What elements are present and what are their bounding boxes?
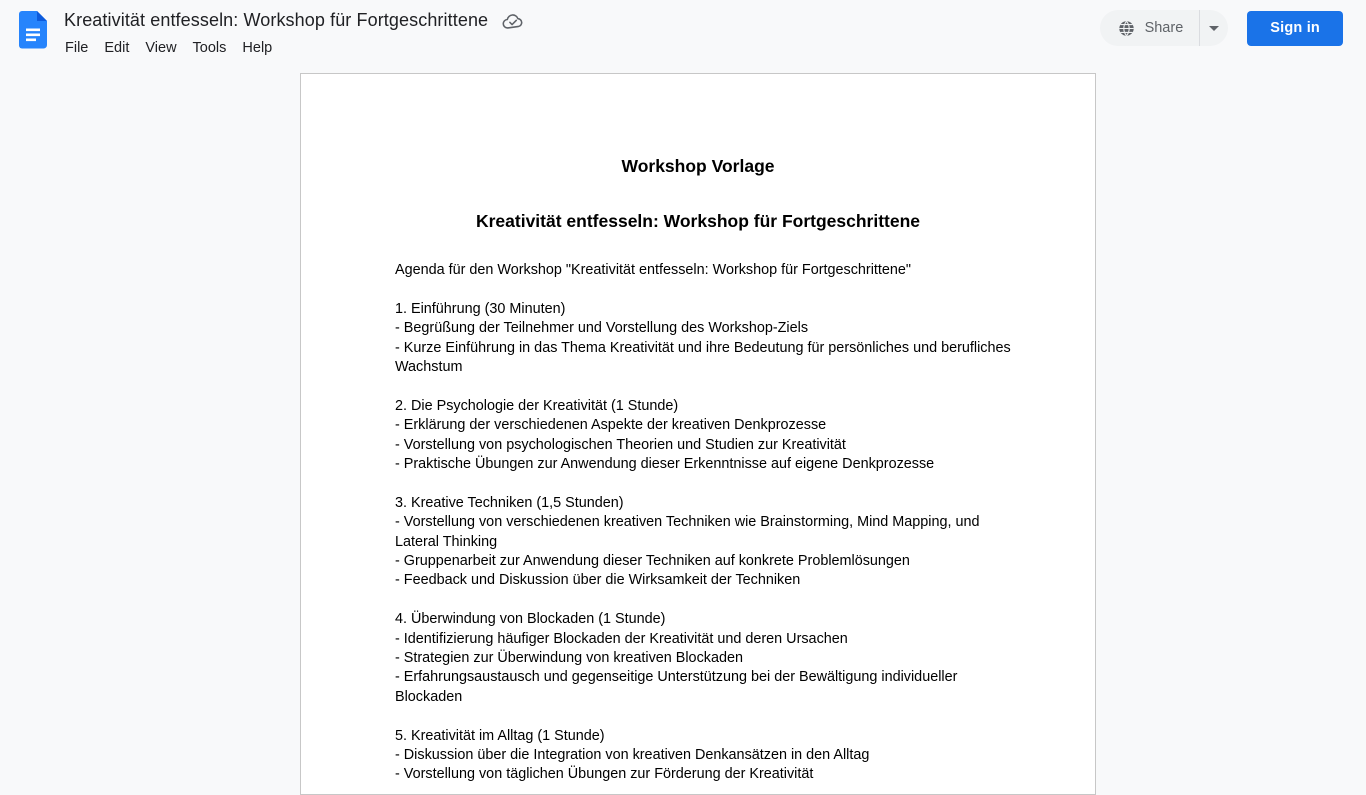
chevron-down-icon — [1209, 26, 1219, 31]
google-docs-icon[interactable] — [19, 11, 47, 49]
globe-icon — [1118, 20, 1135, 37]
doc-line: - Diskussion über die Integration von kreativen Denkansätzen in den Alltag — [395, 747, 870, 764]
header-actions — [1100, 10, 1343, 46]
share-button-group — [1100, 10, 1229, 46]
menu-item[interactable]: File — [57, 36, 96, 60]
doc-section — [395, 610, 1011, 707]
menu-item[interactable]: Edit — [96, 36, 137, 60]
app-header — [0, 0, 1366, 62]
doc-line: - Identifizierung häufiger Blockaden der Kreativität und deren Ursachen — [395, 630, 848, 647]
doc-section-title: 1. Einführung (30 Minuten) — [395, 300, 566, 317]
doc-line: - Vorstellung von psychologischen Theorien und Studien zur Kreativität — [395, 436, 846, 453]
title-row — [64, 10, 524, 31]
doc-section-title: 3. Kreative Techniken (1,5 Stunden) — [395, 494, 624, 511]
doc-heading-2: Kreativität entfesseln: Workshop für Fortgeschrittene — [475, 211, 921, 231]
doc-section-lines — [395, 319, 1011, 377]
doc-line: - Begrüßung der Teilnehmer und Vorstellung des Workshop-Ziels — [395, 320, 809, 337]
doc-line: - Erfahrungsaustausch und gegenseitige Unterstützung bei der Bewältigung individueller Blockaden — [395, 669, 958, 705]
doc-line: - Erklärung der verschiedenen Aspekte der kreativen Denkprozesse — [395, 417, 827, 434]
doc-section-lines — [395, 630, 1011, 708]
sign-in-button[interactable]: Sign in — [1247, 11, 1343, 46]
cloud-check-icon — [502, 13, 524, 31]
doc-line: - Praktische Übungen zur Anwendung dieser Erkenntnisse auf eigene Denkprozesse — [395, 456, 935, 473]
doc-line: - Vorstellung von täglichen Übungen zur Förderung der Kreativität — [395, 766, 814, 783]
doc-section-title: 4. Überwindung von Blockaden (1 Stunde) — [395, 611, 666, 628]
share-button[interactable] — [1100, 10, 1200, 46]
doc-section — [395, 397, 1011, 475]
document-title: Kreativität entfesseln: Workshop für Fortgeschrittene — [64, 10, 489, 30]
menu-item[interactable]: Tools — [185, 36, 235, 60]
doc-section-lines — [395, 416, 1011, 474]
doc-heading-1: Workshop Vorlage — [621, 156, 775, 176]
doc-section-title: 2. Die Psychologie der Kreativität (1 Stunde) — [395, 397, 679, 414]
doc-line: - Vorstellung von verschiedenen kreativen Techniken wie Brainstorming, Mind Mapping, und Lateral Thinking — [395, 514, 980, 550]
menu-item[interactable]: View — [137, 36, 184, 60]
doc-line: - Strategien zur Überwindung von kreativen Blockaden — [395, 650, 743, 667]
doc-section — [395, 300, 1011, 378]
document-canvas[interactable] — [0, 62, 1366, 783]
doc-section — [395, 727, 1011, 785]
doc-intro: Agenda für den Workshop "Kreativität entfesseln: Workshop für Fortgeschrittene" — [395, 262, 912, 278]
doc-line: - Kurze Einführung in das Thema Kreativität und ihre Bedeutung für persönliches und berufliches Wachstum — [395, 339, 1011, 376]
menu-item[interactable]: Help — [234, 36, 280, 60]
doc-line: - Feedback und Diskussion über die Wirksamkeit der Techniken — [395, 572, 801, 589]
doc-body — [301, 261, 1095, 785]
doc-section-lines — [395, 513, 1011, 591]
menu-bar — [57, 36, 280, 60]
share-dropdown-button[interactable] — [1199, 10, 1228, 46]
doc-section-title: 5. Kreativität im Alltag (1 Stunde) — [395, 727, 605, 744]
doc-section — [395, 494, 1011, 591]
share-label: Share — [1144, 20, 1184, 36]
doc-line: - Gruppenarbeit zur Anwendung dieser Techniken auf konkrete Problemlösungen — [395, 553, 910, 570]
document-page — [300, 73, 1096, 795]
doc-section-lines — [395, 746, 1011, 785]
